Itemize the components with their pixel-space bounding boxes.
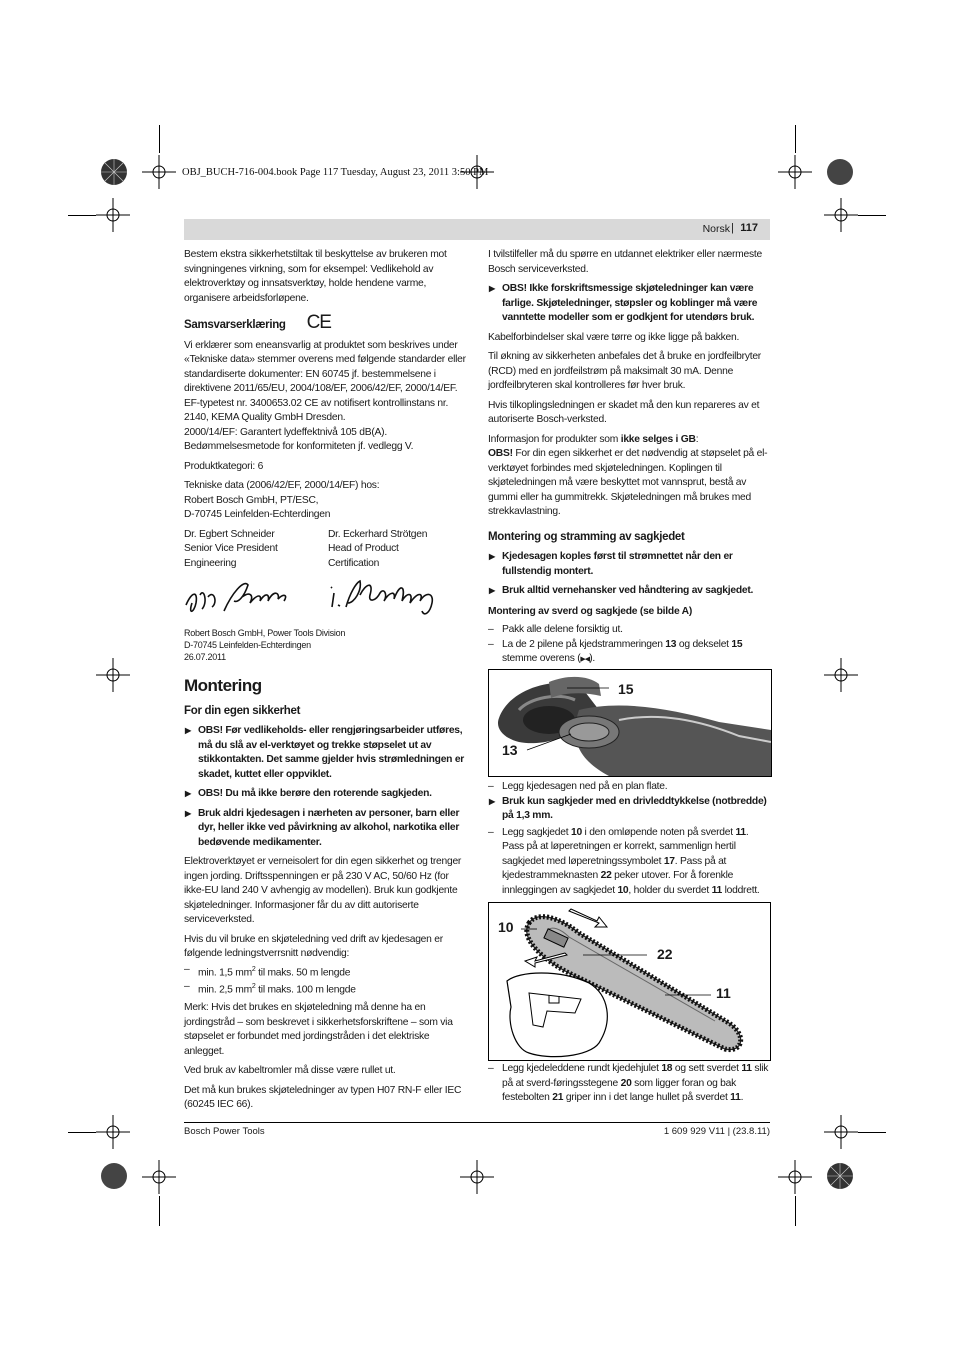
subsection-title: Montering og stramming av sagkjedet: [488, 530, 685, 543]
dash-text: til maks. 100 m lengde: [255, 984, 356, 996]
ref-number: 13: [665, 638, 677, 650]
obs-label: OBS!: [488, 448, 513, 459]
text: . Pass på at kjedestrammeknasten: [502, 855, 727, 881]
crop-crosshair: [460, 1160, 494, 1194]
text: griper inn i det lange hullet på sverdet: [563, 1092, 731, 1103]
company-line: Robert Bosch GmbH, Power Tools Division: [184, 628, 346, 638]
crop-crosshair: [824, 1115, 858, 1149]
ref-number: 18: [661, 1063, 673, 1074]
text-bold: ikke selges i GB: [620, 433, 696, 445]
page-number: 117: [740, 222, 758, 234]
dash-item: – Pakk alle delene forsiktig ut.: [488, 623, 770, 638]
ref-number: 21: [552, 1092, 564, 1103]
sub-heading: Montering av sverd og sagkjede (se bilde A): [488, 605, 693, 617]
paragraph: Merk: Hvis det brukes en skjøteledning må denne ha en jordingstråd – som beskrevet i sikkerhetsforskriftene – som via støpselet er forbundet med jordingstråden i det elektriske anlegget.: [184, 1002, 453, 1057]
ref-number: 11: [741, 1063, 752, 1074]
tech-data-line: D-70745 Leinfelden-Echterdingen: [184, 509, 331, 520]
text: . Pass på at løperetningen er korrekt, sammenlign hertil sagkjedet med løperetningssymbolet: [502, 826, 749, 867]
registration-mark: [826, 1162, 854, 1190]
tech-data-block: [184, 479, 468, 523]
company-line: D-70745 Leinfelden-Echterdingen: [184, 640, 311, 650]
superscript: 2: [251, 983, 256, 991]
dash-text: min. 2,5 mm: [198, 984, 252, 996]
right-column-middle: [488, 780, 770, 898]
superscript: 2: [251, 965, 256, 973]
crop-crosshair: [824, 658, 858, 692]
paragraph: Kabelforbindelser skal være tørre og ikke ligge på bakken.: [488, 331, 740, 343]
crop-crosshair: [824, 198, 858, 232]
bullet-item: ▶ Bruk aldri kjedesagen i nærheten av personer, barn eller dyr, heller ikke ved påvirkning av alkohol, narkotika eller bedøvende medikamenter.: [184, 807, 468, 851]
text: stemme overens (: [502, 653, 581, 664]
footer-rule: [184, 1122, 770, 1123]
paragraph: Ved bruk av kabeltromler må disse være rullet ut.: [184, 1065, 396, 1077]
section-title: Montering: [184, 676, 262, 695]
ref-number: 11: [735, 826, 746, 838]
figure-chain-and-bar: [488, 902, 771, 1061]
text: Legg sagkjedet: [502, 826, 571, 838]
conformity-title: Samsvarserklæring: [184, 319, 286, 331]
footer-right: 1 609 929 V11 | (23.8.11): [663, 1126, 770, 1137]
text: som ligger foran og bak festebolten: [502, 1077, 737, 1103]
ref-number: 10: [570, 826, 582, 838]
dash-item: – Legg kjedesagen ned på en plan flate.: [488, 780, 770, 795]
text: og sett sverdet: [672, 1063, 742, 1074]
ref-number: 20: [620, 1077, 632, 1089]
gb-line: [488, 433, 770, 448]
text: slik på at sverd-føringsstegene: [502, 1063, 769, 1089]
ref-number: 15: [731, 638, 743, 650]
signers: [184, 528, 468, 572]
callout-label: 15: [618, 681, 634, 697]
paragraph: 2000/14/EF: Garantert lydeffektnivå 105 dB(A). Bedømmelsesmetode for konformiteten jf. vedlegg V.: [184, 426, 414, 452]
signer-dept: Engineering: [184, 557, 237, 569]
figure-chain-tensioner: [488, 669, 772, 777]
dash-item: [184, 963, 468, 981]
header-separator: |: [731, 222, 734, 234]
left-column: [184, 248, 468, 1118]
callout-label: 13: [502, 742, 518, 758]
crop-line: [68, 215, 96, 216]
bullet-item: ▶ Kjedesagen koples først til strømnettet når den er fullstendig montert.: [488, 550, 770, 579]
paragraph: Hvis du vil bruke en skjøteledning ved drift av kjedesagen er følgende ledningstverrsnitt nødvendig:: [184, 933, 443, 959]
crop-line: [68, 1132, 96, 1133]
registration-mark: [100, 158, 128, 186]
bullet-item: ▶ OBS! Før vedlikeholds- eller rengjøringsarbeider utføres, må du slå av el-verktøyet og trekke støpselet ut av stikkontakten. Det samme gjelder hvis strømledningen er skadet, kuttet eller oppviklet.: [184, 724, 468, 782]
signer-name: Dr. Egbert Schneider: [184, 528, 275, 540]
dash-item: [184, 980, 468, 998]
dash-item: [488, 638, 770, 668]
crop-crosshair: [778, 1160, 812, 1194]
alignment-icon: ▶◀: [580, 656, 590, 663]
text: .: [740, 1092, 744, 1103]
signer-role: Head of Product: [328, 543, 399, 554]
crop-crosshair: [96, 658, 130, 692]
right-column: [488, 248, 770, 668]
dash-item: [488, 1062, 770, 1106]
crop-line: [795, 1196, 796, 1226]
dash-text: til maks. 50 m lengde: [255, 966, 351, 978]
paragraph: EF-typetest nr. 3400653.02 CE av notifisert kontrollinstans nr. 2140, KEMA Quality GmbH Dresden.: [184, 397, 449, 423]
footer-left: Bosch Power Tools: [184, 1126, 265, 1137]
bullet-item: ▶ Bruk kun sagkjeder med en drivleddtykkelse (notbredde) på 1,3 mm.: [488, 795, 770, 824]
ce-mark: CE: [306, 312, 331, 333]
text: peker utover. For å forenkle innleggingen av sagkjedet: [502, 870, 734, 896]
header-language: Norsk: [702, 223, 730, 235]
text: Legg kjedeleddene rundt kjedehjulet: [502, 1063, 662, 1074]
crop-crosshair: [96, 198, 130, 232]
paragraph: I tvilstilfeller må du spørre en utdannet elektriker eller nærmeste Bosch serviceverksted.: [488, 249, 762, 275]
page-header: [184, 219, 770, 240]
paragraph: Elektroverktøyet er verneisolert for din egen sikkerhet og trenger ingen jording. Driftsspenningen er på 230 V AC, 50/60 Hz (for ikke-EU land 240 V avhengig av modellen). Bruk kun godkjente skjøteledninger. Informasjoner får du av ditt autoriserte serviceverksted.: [184, 856, 462, 925]
paragraph: Til økning av sikkerheten anbefales det å bruke en jordfeilbryter (RCD) med en jordfeilstrøm på maksimalt 30 mA. Denne jordfeilbryteren skal kontrolleres før hver bruk.: [488, 351, 761, 391]
ref-number: 17: [663, 855, 675, 867]
text: La de 2 pilene på kjedstrammeringen: [502, 638, 666, 650]
crop-line: [159, 1196, 160, 1226]
text: For din egen sikkerhet er det nødvendig at støpselet på el-verktøyet forbindes med skjøteledningen. Koplingen til skjøteledningen må være beskyttet mot vannsprut, bestå av gummi eller ha gummitrekk. Skjøteledningen må brukes med strekkavlastning.: [488, 448, 768, 517]
dash-text: min. 1,5 mm: [198, 966, 252, 978]
bullet-item: ▶ Bruk alltid vernehansker ved håndtering av sagkjedet.: [488, 584, 770, 599]
crop-crosshair: [778, 155, 812, 189]
text: loddrett.: [721, 884, 760, 896]
crop-crosshair: [142, 155, 176, 189]
subsection-title: For din egen sikkerhet: [184, 704, 301, 717]
ref-number: 22: [600, 870, 612, 881]
ref-number: 10: [617, 884, 629, 896]
ref-number: 11: [711, 884, 722, 896]
text: Informasjon for produkter som: [488, 433, 621, 445]
bullet-item: ▶ OBS! Du må ikke berøre den roterende sagkjeden.: [184, 787, 468, 802]
tech-data-line: Robert Bosch GmbH, PT/ESC,: [184, 494, 319, 506]
paragraph: Produktkategori: 6: [184, 460, 264, 472]
signer-role: Senior Vice President: [184, 543, 278, 554]
callout-label: 22: [657, 946, 673, 962]
right-column-bottom: [488, 1062, 770, 1106]
text: og dekselet: [676, 638, 732, 650]
print-line: OBJ_BUCH-716-004.book Page 117 Tuesday, August 23, 2011 3:50 PM: [182, 167, 489, 178]
paragraph: Det må kun brukes skjøteledninger av typen H07 RN-F eller IEC (60245 IEC 66).: [184, 1084, 462, 1111]
crop-line: [795, 125, 796, 153]
callout-label: 10: [498, 919, 514, 935]
registration-mark: [100, 1162, 128, 1190]
signer-left: [184, 528, 328, 572]
registration-mark: [826, 158, 854, 186]
paragraph: [488, 447, 770, 520]
text: :: [695, 433, 699, 445]
paragraph: Bestem ekstra sikkerhetstiltak til beskyttelse av brukeren mot svingningenes virkning, som for eksempel: Vedlikehold av elektroverktøy og innsatsverktøy, holde hendene varme, organisere arbeidsforløpene.: [184, 249, 447, 304]
figure-chain-and-bar-drawing: [489, 903, 770, 1060]
signer-dept: Certification: [328, 557, 380, 569]
signatures: [184, 573, 468, 623]
tech-data-line: Tekniske data (2006/42/EF, 2000/14/EF) hos:: [184, 480, 380, 491]
ref-number: 11: [730, 1092, 741, 1103]
company-block: [184, 627, 468, 663]
crop-line: [159, 125, 160, 153]
crop-line: [858, 215, 886, 216]
signer-name: Dr. Eckerhard Strötgen: [328, 528, 428, 540]
paragraph: Hvis tilkoplingsledningen er skadet må den kun repareres av et autoriserte Bosch-verksted.: [488, 399, 760, 425]
crop-line: [858, 1132, 886, 1133]
paragraph: Vi erklærer som eneansvarlig at produktet som beskrives under «Tekniske data» stemmer overens med følgende standarder eller standardiserte dokumenter: EN 60745 jf. bestemmelsene i direktivene 2011/65/EU, 2004/108/EF, 2006/42/EF, 2000/14/EF.: [184, 339, 466, 394]
text: , holder du sverdet: [628, 884, 712, 896]
crop-crosshair: [142, 1160, 176, 1194]
dash-item: [488, 826, 770, 899]
bullet-item: ▶ OBS! Ikke forskriftsmessige skjøteledninger kan være farlige. Skjøteledninger, støpsler og koblinger må være vanntette modeller som er godkjent for utendørs bruk.: [488, 282, 770, 326]
conformity-heading: [184, 312, 468, 333]
text: i den omløpende noten på sverdet: [581, 826, 736, 838]
crop-crosshair: [96, 1115, 130, 1149]
signer-right: [328, 528, 472, 572]
text: ).: [589, 653, 595, 664]
company-date: 26.07.2011: [184, 652, 226, 662]
callout-label: 11: [716, 985, 731, 1001]
